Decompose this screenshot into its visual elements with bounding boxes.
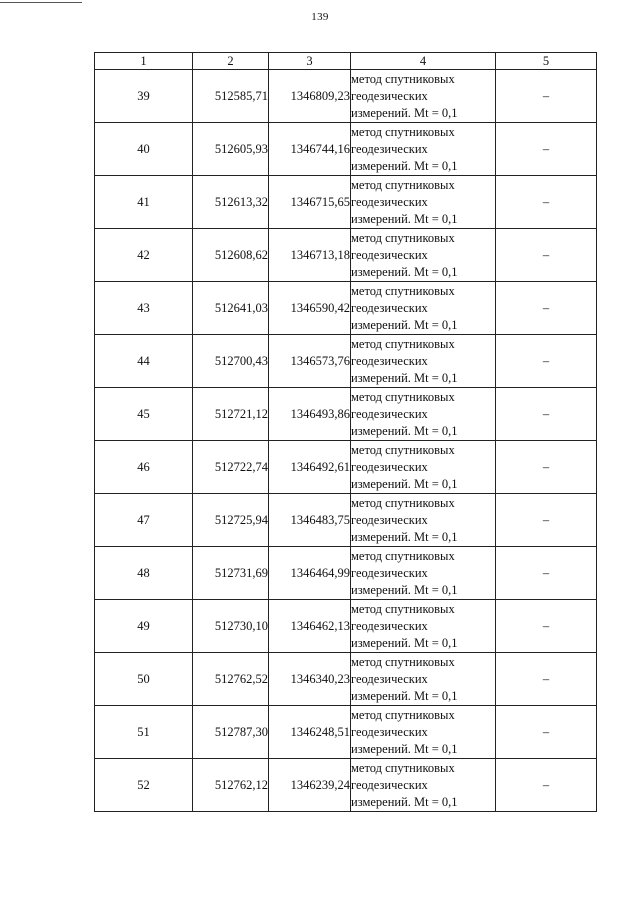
method-line: метод спутниковых xyxy=(351,707,455,722)
note-cell: – xyxy=(496,123,597,176)
x-coordinate-cell: 512608,62 xyxy=(193,229,269,282)
table-row xyxy=(95,176,597,229)
y-coordinate-cell: 1346248,51 xyxy=(269,706,351,759)
table-row xyxy=(95,123,597,176)
note-cell: – xyxy=(496,706,597,759)
method-line: метод спутниковых xyxy=(351,71,455,86)
method-line: геодезических xyxy=(351,459,428,474)
note-cell: – xyxy=(496,600,597,653)
x-coordinate-cell: 512731,69 xyxy=(193,547,269,600)
method-cell xyxy=(351,547,496,600)
y-coordinate-cell: 1346464,99 xyxy=(269,547,351,600)
point-number-cell: 42 xyxy=(95,229,193,282)
x-coordinate-cell: 512730,10 xyxy=(193,600,269,653)
method-line: геодезических xyxy=(351,671,428,686)
x-coordinate-cell: 512585,71 xyxy=(193,70,269,123)
note-cell: – xyxy=(496,176,597,229)
y-coordinate-cell: 1346713,18 xyxy=(269,229,351,282)
method-line: измерений. Mt = 0,1 xyxy=(351,105,458,120)
x-coordinate-cell: 512605,93 xyxy=(193,123,269,176)
method-line: геодезических xyxy=(351,88,428,103)
method-line: геодезических xyxy=(351,141,428,156)
table-row xyxy=(95,706,597,759)
table-row xyxy=(95,229,597,282)
y-coordinate-cell: 1346483,75 xyxy=(269,494,351,547)
method-cell xyxy=(351,70,496,123)
method-line: измерений. Mt = 0,1 xyxy=(351,529,458,544)
method-line: геодезических xyxy=(351,777,428,792)
note-cell: – xyxy=(496,282,597,335)
method-line: геодезических xyxy=(351,565,428,580)
point-number-cell: 46 xyxy=(95,441,193,494)
method-line: метод спутниковых xyxy=(351,442,455,457)
method-cell xyxy=(351,335,496,388)
y-coordinate-cell: 1346462,13 xyxy=(269,600,351,653)
method-line: метод спутниковых xyxy=(351,760,455,775)
method-cell xyxy=(351,176,496,229)
method-line: геодезических xyxy=(351,406,428,421)
method-line: измерений. Mt = 0,1 xyxy=(351,370,458,385)
method-line: измерений. Mt = 0,1 xyxy=(351,688,458,703)
note-cell: – xyxy=(496,759,597,812)
table-body xyxy=(95,70,597,812)
point-number-cell: 49 xyxy=(95,600,193,653)
method-line: метод спутниковых xyxy=(351,177,455,192)
table-row xyxy=(95,388,597,441)
y-coordinate-cell: 1346493,86 xyxy=(269,388,351,441)
x-coordinate-cell: 512641,03 xyxy=(193,282,269,335)
x-coordinate-cell: 512762,52 xyxy=(193,653,269,706)
method-cell xyxy=(351,706,496,759)
y-coordinate-cell: 1346809,23 xyxy=(269,70,351,123)
method-line: измерений. Mt = 0,1 xyxy=(351,423,458,438)
point-number-cell: 40 xyxy=(95,123,193,176)
method-line: метод спутниковых xyxy=(351,230,455,245)
method-line: измерений. Mt = 0,1 xyxy=(351,211,458,226)
x-coordinate-cell: 512787,30 xyxy=(193,706,269,759)
header-col-2: 2 xyxy=(193,53,269,70)
point-number-cell: 50 xyxy=(95,653,193,706)
coordinates-table xyxy=(94,52,597,812)
point-number-cell: 44 xyxy=(95,335,193,388)
method-line: метод спутниковых xyxy=(351,654,455,669)
method-cell xyxy=(351,123,496,176)
method-line: измерений. Mt = 0,1 xyxy=(351,264,458,279)
method-line: измерений. Mt = 0,1 xyxy=(351,158,458,173)
note-cell: – xyxy=(496,441,597,494)
method-line: метод спутниковых xyxy=(351,336,455,351)
header-col-4: 4 xyxy=(351,53,496,70)
header-col-3: 3 xyxy=(269,53,351,70)
method-line: измерений. Mt = 0,1 xyxy=(351,582,458,597)
method-line: геодезических xyxy=(351,194,428,209)
method-line: метод спутниковых xyxy=(351,495,455,510)
method-line: геодезических xyxy=(351,247,428,262)
y-coordinate-cell: 1346590,42 xyxy=(269,282,351,335)
method-cell xyxy=(351,759,496,812)
method-cell xyxy=(351,494,496,547)
y-coordinate-cell: 1346744,16 xyxy=(269,123,351,176)
point-number-cell: 52 xyxy=(95,759,193,812)
header-col-1: 1 xyxy=(95,53,193,70)
point-number-cell: 39 xyxy=(95,70,193,123)
corner-rule-line xyxy=(0,2,82,3)
method-line: геодезических xyxy=(351,724,428,739)
point-number-cell: 43 xyxy=(95,282,193,335)
method-line: метод спутниковых xyxy=(351,124,455,139)
y-coordinate-cell: 1346340,23 xyxy=(269,653,351,706)
method-line: метод спутниковых xyxy=(351,283,455,298)
x-coordinate-cell: 512700,43 xyxy=(193,335,269,388)
note-cell: – xyxy=(496,70,597,123)
table-row xyxy=(95,759,597,812)
table-row xyxy=(95,600,597,653)
y-coordinate-cell: 1346239,24 xyxy=(269,759,351,812)
method-line: измерений. Mt = 0,1 xyxy=(351,317,458,332)
method-cell xyxy=(351,600,496,653)
method-line: геодезических xyxy=(351,618,428,633)
y-coordinate-cell: 1346573,76 xyxy=(269,335,351,388)
point-number-cell: 51 xyxy=(95,706,193,759)
note-cell: – xyxy=(496,494,597,547)
table-row xyxy=(95,335,597,388)
method-line: метод спутниковых xyxy=(351,389,455,404)
method-line: измерений. Mt = 0,1 xyxy=(351,476,458,491)
table-row xyxy=(95,441,597,494)
method-line: измерений. Mt = 0,1 xyxy=(351,741,458,756)
method-cell xyxy=(351,653,496,706)
table-row xyxy=(95,282,597,335)
note-cell: – xyxy=(496,547,597,600)
point-number-cell: 45 xyxy=(95,388,193,441)
x-coordinate-cell: 512722,74 xyxy=(193,441,269,494)
method-line: измерений. Mt = 0,1 xyxy=(351,635,458,650)
note-cell: – xyxy=(496,388,597,441)
table-row xyxy=(95,494,597,547)
method-line: измерений. Mt = 0,1 xyxy=(351,794,458,809)
x-coordinate-cell: 512721,12 xyxy=(193,388,269,441)
y-coordinate-cell: 1346492,61 xyxy=(269,441,351,494)
point-number-cell: 41 xyxy=(95,176,193,229)
note-cell: – xyxy=(496,335,597,388)
point-number-cell: 48 xyxy=(95,547,193,600)
method-line: геодезических xyxy=(351,300,428,315)
table-row xyxy=(95,547,597,600)
note-cell: – xyxy=(496,229,597,282)
method-cell xyxy=(351,441,496,494)
table-row xyxy=(95,653,597,706)
table-row xyxy=(95,70,597,123)
note-cell: – xyxy=(496,653,597,706)
x-coordinate-cell: 512613,32 xyxy=(193,176,269,229)
method-cell xyxy=(351,282,496,335)
x-coordinate-cell: 512725,94 xyxy=(193,494,269,547)
y-coordinate-cell: 1346715,65 xyxy=(269,176,351,229)
header-col-5: 5 xyxy=(496,53,597,70)
x-coordinate-cell: 512762,12 xyxy=(193,759,269,812)
method-cell xyxy=(351,229,496,282)
method-cell xyxy=(351,388,496,441)
table-header-row xyxy=(95,53,597,70)
method-line: метод спутниковых xyxy=(351,601,455,616)
method-line: метод спутниковых xyxy=(351,548,455,563)
point-number-cell: 47 xyxy=(95,494,193,547)
page-number: 139 xyxy=(311,11,329,23)
method-line: геодезических xyxy=(351,512,428,527)
method-line: геодезических xyxy=(351,353,428,368)
